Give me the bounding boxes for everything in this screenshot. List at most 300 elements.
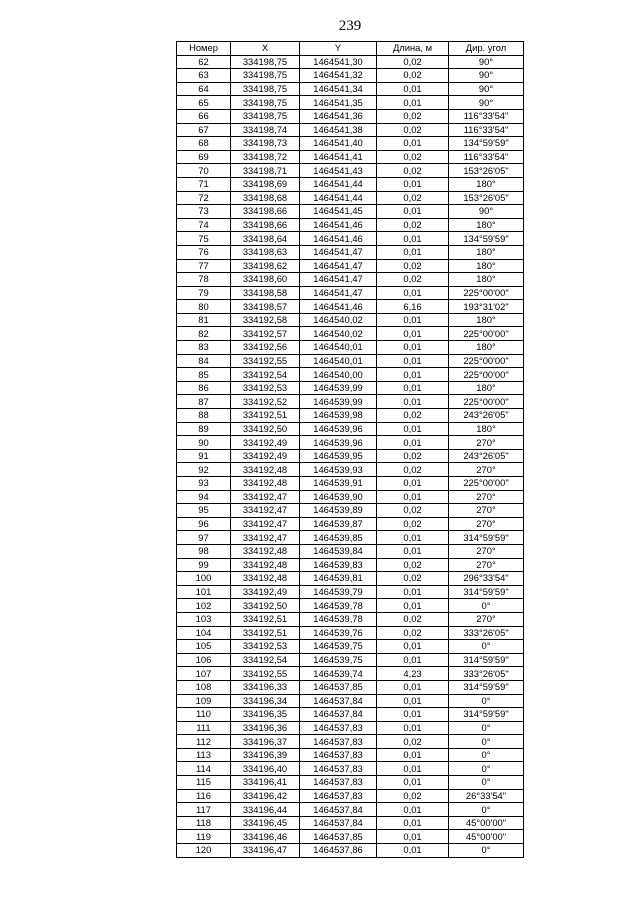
cell-x: 334198,75 [231,82,300,96]
cell-number: 93 [177,477,231,491]
cell-x: 334196,34 [231,694,300,708]
cell-number: 87 [177,395,231,409]
cell-y: 1464541,47 [300,245,377,259]
cell-number: 113 [177,748,231,762]
cell-angle: 314°59'59" [449,708,524,722]
cell-length: 0,01 [377,354,449,368]
cell-number: 119 [177,830,231,844]
cell-y: 1464541,41 [300,150,377,164]
cell-number: 85 [177,368,231,382]
cell-angle: 270° [449,558,524,572]
cell-number: 120 [177,844,231,858]
cell-x: 334196,39 [231,748,300,762]
table-row [177,354,524,368]
cell-x: 334196,42 [231,789,300,803]
cell-number: 90 [177,436,231,450]
table-row [177,381,524,395]
cell-length: 0,02 [377,69,449,83]
header-length: Длина, м [377,42,449,56]
table-row [177,436,524,450]
table-row [177,341,524,355]
cell-number: 117 [177,803,231,817]
cell-number: 112 [177,735,231,749]
table-row [177,313,524,327]
cell-number: 62 [177,55,231,69]
page-number: 239 [338,18,362,34]
cell-length: 0,01 [377,762,449,776]
cell-y: 1464541,47 [300,273,377,287]
cell-angle: 134°59'59" [449,137,524,151]
cell-x: 334196,40 [231,762,300,776]
cell-angle: 270° [449,490,524,504]
cell-number: 99 [177,558,231,572]
table-row [177,708,524,722]
cell-y: 1464541,40 [300,137,377,151]
cell-angle: 180° [449,259,524,273]
cell-x: 334192,51 [231,409,300,423]
cell-x: 334192,56 [231,341,300,355]
table-row [177,123,524,137]
cell-length: 6,16 [377,300,449,314]
table-row [177,490,524,504]
cell-angle: 243°26'05" [449,449,524,463]
table-row [177,844,524,858]
cell-x: 334198,64 [231,232,300,246]
cell-number: 64 [177,82,231,96]
cell-number: 76 [177,245,231,259]
cell-number: 92 [177,463,231,477]
cell-angle: 116°33'54" [449,123,524,137]
table-row [177,150,524,164]
cell-y: 1464541,47 [300,286,377,300]
cell-x: 334192,52 [231,395,300,409]
cell-y: 1464537,84 [300,708,377,722]
cell-number: 79 [177,286,231,300]
cell-length: 0,01 [377,599,449,613]
cell-length: 0,01 [377,327,449,341]
cell-y: 1464537,83 [300,735,377,749]
cell-y: 1464539,83 [300,558,377,572]
cell-angle: 180° [449,341,524,355]
table-row [177,205,524,219]
cell-y: 1464539,75 [300,653,377,667]
table-row [177,82,524,96]
cell-number: 74 [177,218,231,232]
table-row [177,245,524,259]
cell-number: 67 [177,123,231,137]
cell-angle: 225°00'00" [449,368,524,382]
cell-y: 1464537,85 [300,680,377,694]
cell-y: 1464537,83 [300,721,377,735]
cell-length: 4,23 [377,667,449,681]
cell-length: 0,02 [377,612,449,626]
cell-angle: 0° [449,694,524,708]
cell-length: 0,02 [377,626,449,640]
table-row [177,449,524,463]
cell-x: 334198,66 [231,218,300,232]
cell-y: 1464537,85 [300,830,377,844]
cell-x: 334196,41 [231,776,300,790]
cell-angle: 225°00'00" [449,286,524,300]
cell-number: 103 [177,612,231,626]
cell-y: 1464539,96 [300,422,377,436]
cell-x: 334198,62 [231,259,300,273]
cell-x: 334192,48 [231,477,300,491]
table-row [177,273,524,287]
cell-length: 0,02 [377,517,449,531]
table-row [177,218,524,232]
table-row [177,653,524,667]
cell-length: 0,01 [377,748,449,762]
cell-length: 0,02 [377,789,449,803]
cell-length: 0,01 [377,177,449,191]
cell-angle: 0° [449,762,524,776]
cell-angle: 270° [449,463,524,477]
cell-x: 334192,49 [231,585,300,599]
table-row [177,748,524,762]
cell-length: 0,01 [377,313,449,327]
table-row [177,626,524,640]
cell-x: 334192,49 [231,449,300,463]
cell-angle: 0° [449,640,524,654]
table-row [177,327,524,341]
cell-y: 1464539,74 [300,667,377,681]
cell-x: 334192,48 [231,558,300,572]
table-row [177,640,524,654]
cell-length: 0,02 [377,164,449,178]
table-row [177,504,524,518]
cell-number: 80 [177,300,231,314]
cell-y: 1464537,84 [300,694,377,708]
cell-x: 334192,54 [231,653,300,667]
cell-angle: 90° [449,205,524,219]
cell-angle: 0° [449,599,524,613]
cell-length: 0,02 [377,463,449,477]
cell-length: 0,01 [377,286,449,300]
cell-x: 334192,47 [231,490,300,504]
cell-y: 1464539,81 [300,572,377,586]
cell-angle: 314°59'59" [449,585,524,599]
cell-number: 81 [177,313,231,327]
cell-angle: 0° [449,776,524,790]
cell-number: 63 [177,69,231,83]
table-row [177,830,524,844]
cell-length: 0,02 [377,123,449,137]
cell-length: 0,01 [377,721,449,735]
table-row [177,191,524,205]
cell-x: 334192,48 [231,544,300,558]
table-row [177,599,524,613]
cell-length: 0,01 [377,381,449,395]
cell-x: 334198,58 [231,286,300,300]
cell-angle: 225°00'00" [449,477,524,491]
cell-x: 334198,57 [231,300,300,314]
cell-length: 0,01 [377,816,449,830]
cell-length: 0,01 [377,436,449,450]
cell-length: 0,02 [377,273,449,287]
cell-angle: 270° [449,517,524,531]
cell-length: 0,02 [377,55,449,69]
table-row [177,544,524,558]
cell-length: 0,02 [377,218,449,232]
cell-y: 1464541,46 [300,218,377,232]
cell-angle: 0° [449,721,524,735]
cell-number: 65 [177,96,231,110]
cell-y: 1464539,87 [300,517,377,531]
table-row [177,680,524,694]
cell-length: 0,01 [377,708,449,722]
table-row [177,558,524,572]
table-row [177,55,524,69]
cell-number: 75 [177,232,231,246]
cell-y: 1464539,79 [300,585,377,599]
cell-length: 0,02 [377,449,449,463]
cell-angle: 314°59'59" [449,653,524,667]
cell-y: 1464537,83 [300,789,377,803]
table-row [177,694,524,708]
cell-y: 1464539,85 [300,531,377,545]
cell-angle: 270° [449,504,524,518]
cell-number: 77 [177,259,231,273]
cell-number: 72 [177,191,231,205]
cell-angle: 180° [449,381,524,395]
cell-number: 111 [177,721,231,735]
cell-y: 1464541,46 [300,300,377,314]
cell-y: 1464539,75 [300,640,377,654]
cell-angle: 0° [449,803,524,817]
cell-number: 86 [177,381,231,395]
cell-y: 1464539,96 [300,436,377,450]
cell-angle: 26°33'54" [449,789,524,803]
cell-x: 334192,51 [231,612,300,626]
cell-length: 0,01 [377,803,449,817]
cell-length: 0,01 [377,776,449,790]
cell-length: 0,01 [377,830,449,844]
cell-number: 91 [177,449,231,463]
cell-x: 334196,35 [231,708,300,722]
cell-number: 82 [177,327,231,341]
cell-y: 1464541,44 [300,191,377,205]
cell-x: 334192,48 [231,572,300,586]
cell-x: 334198,75 [231,96,300,110]
cell-y: 1464541,36 [300,109,377,123]
cell-number: 95 [177,504,231,518]
cell-y: 1464541,32 [300,69,377,83]
cell-x: 334198,72 [231,150,300,164]
table-row [177,803,524,817]
cell-length: 0,01 [377,245,449,259]
cell-y: 1464541,46 [300,232,377,246]
cell-x: 334196,37 [231,735,300,749]
cell-length: 0,01 [377,585,449,599]
table-row [177,368,524,382]
cell-y: 1464539,78 [300,599,377,613]
cell-number: 89 [177,422,231,436]
cell-length: 0,02 [377,572,449,586]
cell-y: 1464541,45 [300,205,377,219]
cell-x: 334192,47 [231,531,300,545]
cell-number: 118 [177,816,231,830]
cell-number: 108 [177,680,231,694]
cell-length: 0,01 [377,640,449,654]
cell-angle: 225°00'00" [449,395,524,409]
cell-length: 0,02 [377,191,449,205]
cell-length: 0,01 [377,205,449,219]
table-row [177,517,524,531]
header-x: X [231,42,300,56]
cell-y: 1464541,38 [300,123,377,137]
cell-length: 0,02 [377,735,449,749]
header-direction-angle: Дир. угол [449,42,524,56]
cell-number: 66 [177,109,231,123]
cell-y: 1464540,00 [300,368,377,382]
cell-number: 115 [177,776,231,790]
cell-x: 334198,63 [231,245,300,259]
cell-x: 334198,68 [231,191,300,205]
cell-y: 1464540,02 [300,313,377,327]
cell-angle: 45°00'00" [449,830,524,844]
table-header-row [177,42,524,56]
coordinates-table [176,41,524,858]
table-row [177,96,524,110]
cell-angle: 134°59'59" [449,232,524,246]
table-body [177,55,524,857]
cell-x: 334192,51 [231,626,300,640]
cell-number: 105 [177,640,231,654]
table-row [177,776,524,790]
table-row [177,477,524,491]
cell-x: 334192,53 [231,381,300,395]
cell-y: 1464537,84 [300,816,377,830]
table-row [177,735,524,749]
cell-angle: 180° [449,245,524,259]
cell-x: 334198,66 [231,205,300,219]
cell-y: 1464539,91 [300,477,377,491]
cell-x: 334192,50 [231,599,300,613]
table-row [177,612,524,626]
cell-angle: 333°26'05" [449,667,524,681]
cell-y: 1464539,76 [300,626,377,640]
cell-x: 334192,47 [231,504,300,518]
cell-x: 334198,69 [231,177,300,191]
table-row [177,789,524,803]
cell-angle: 116°33'54" [449,150,524,164]
cell-number: 83 [177,341,231,355]
cell-length: 0,01 [377,395,449,409]
cell-length: 0,01 [377,490,449,504]
cell-y: 1464541,47 [300,259,377,273]
cell-x: 334198,75 [231,69,300,83]
cell-x: 334198,75 [231,55,300,69]
cell-y: 1464537,86 [300,844,377,858]
cell-y: 1464537,83 [300,776,377,790]
cell-x: 334198,75 [231,109,300,123]
table-row [177,409,524,423]
cell-number: 104 [177,626,231,640]
cell-y: 1464537,83 [300,762,377,776]
cell-angle: 90° [449,69,524,83]
table-row [177,137,524,151]
cell-number: 100 [177,572,231,586]
cell-angle: 193°31'02" [449,300,524,314]
cell-x: 334192,48 [231,463,300,477]
cell-angle: 314°59'59" [449,531,524,545]
table-row [177,572,524,586]
cell-length: 0,01 [377,694,449,708]
cell-number: 97 [177,531,231,545]
table-row [177,463,524,477]
cell-length: 0,01 [377,680,449,694]
cell-length: 0,01 [377,341,449,355]
cell-x: 334198,71 [231,164,300,178]
table-row [177,177,524,191]
cell-number: 98 [177,544,231,558]
table-row [177,300,524,314]
cell-angle: 180° [449,177,524,191]
header-number: Номер [177,42,231,56]
table-row [177,232,524,246]
table-row [177,286,524,300]
cell-x: 334192,50 [231,422,300,436]
cell-number: 107 [177,667,231,681]
cell-angle: 270° [449,612,524,626]
cell-number: 88 [177,409,231,423]
cell-length: 0,01 [377,653,449,667]
cell-x: 334198,74 [231,123,300,137]
cell-x: 334192,54 [231,368,300,382]
cell-length: 0,01 [377,368,449,382]
cell-length: 0,01 [377,232,449,246]
cell-number: 70 [177,164,231,178]
table-row [177,259,524,273]
cell-length: 0,01 [377,844,449,858]
cell-angle: 296°33'54" [449,572,524,586]
cell-number: 78 [177,273,231,287]
cell-angle: 180° [449,273,524,287]
cell-angle: 225°00'00" [449,354,524,368]
cell-angle: 180° [449,218,524,232]
cell-x: 334196,33 [231,680,300,694]
cell-y: 1464540,02 [300,327,377,341]
cell-angle: 0° [449,735,524,749]
cell-y: 1464540,01 [300,354,377,368]
cell-number: 110 [177,708,231,722]
table-row [177,422,524,436]
cell-y: 1464539,90 [300,490,377,504]
cell-number: 106 [177,653,231,667]
cell-x: 334192,55 [231,354,300,368]
cell-x: 334198,73 [231,137,300,151]
cell-x: 334196,45 [231,816,300,830]
cell-x: 334192,58 [231,313,300,327]
cell-y: 1464541,35 [300,96,377,110]
cell-angle: 45°00'00" [449,816,524,830]
cell-angle: 90° [449,96,524,110]
cell-y: 1464539,89 [300,504,377,518]
table-row [177,164,524,178]
table-row [177,69,524,83]
cell-number: 109 [177,694,231,708]
cell-y: 1464539,99 [300,395,377,409]
cell-y: 1464539,78 [300,612,377,626]
cell-angle: 180° [449,422,524,436]
cell-number: 84 [177,354,231,368]
cell-y: 1464541,30 [300,55,377,69]
cell-x: 334196,36 [231,721,300,735]
cell-y: 1464539,84 [300,544,377,558]
cell-x: 334198,60 [231,273,300,287]
cell-length: 0,01 [377,137,449,151]
